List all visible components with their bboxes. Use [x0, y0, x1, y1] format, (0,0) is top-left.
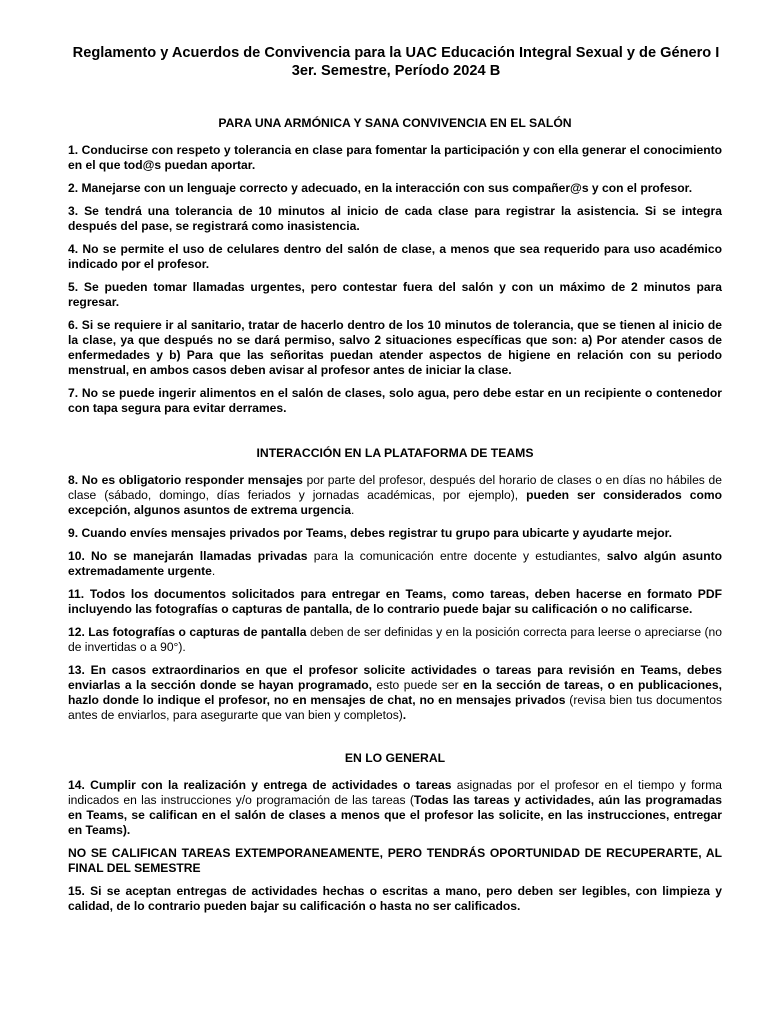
rule-paragraph — [68, 181, 722, 196]
rule-paragraph — [68, 386, 722, 416]
rule-paragraph — [68, 884, 722, 914]
bold-text: 9. Cuando envíes mensajes privados por Teams, debes registrar tu grupo para ubicarte y ayudarte mejor. — [68, 526, 672, 540]
regular-text: por parte del profesor, después del horario de clases o en días no hábiles de clase (sábado, domingo, días feriados y jornadas académicas, por ejemplo), — [68, 473, 722, 502]
section-heading: PARA UNA ARMÓNICA Y SANA CONVIVENCIA EN EL SALÓN — [218, 116, 572, 130]
bold-text: 3. Se tendrá una tolerancia de 10 minutos al inicio de cada clase para registrar la asistencia. Si se integra después del pase, se registrará como inasistencia. — [68, 204, 722, 233]
bold-text: 4. No se permite el uso de celulares dentro del salón de clase, a menos que sea requerido para uso académico indicado por el profesor. — [68, 242, 722, 271]
bold-text: 6. Si se requiere ir al sanitario, tratar de hacerlo dentro de los 10 minutos de tolerancia, que se tienen al inicio de la clase, ya que después no se dará permiso, salvo 2 situaciones específicas que son: a) Por atender casos de enfermedades y b) Para que las señoritas puedan atender aspectos de higiene en relación con su periodo menstrual, en ambos casos deben avisar al profesor antes de iniciar la clase. — [68, 318, 722, 377]
section-interaccion-en-la-plataforma-de-teams — [68, 446, 722, 723]
rule-paragraph — [68, 663, 722, 723]
rule-paragraph — [68, 143, 722, 173]
section-en-lo-general — [68, 751, 722, 914]
rule-paragraph — [68, 587, 722, 617]
section-heading: INTERACCIÓN EN LA PLATAFORMA DE TEAMS — [256, 446, 534, 460]
regular-text: asignadas por el profesor en el tiempo y forma indicados en las instrucciones y/o programación de las tareas ( — [68, 778, 722, 807]
rule-paragraph — [68, 204, 722, 234]
bold-text: 11. Todos los documentos solicitados para entregar en Teams, como tareas, deben hacerse en formato PDF incluyendo las fotografías o capturas de pantalla, de lo contrario puede bajar su calificación o no calificarse. — [68, 587, 722, 616]
bold-text: 12. Las fotografías o capturas de pantalla — [68, 625, 307, 639]
rule-paragraph — [68, 778, 722, 838]
bold-text: 8. No es obligatorio responder mensajes — [68, 473, 303, 487]
bold-text: . — [402, 708, 407, 722]
bold-text: Todas las tareas y actividades, aún las programadas en Teams, se califican en el salón de clases a menos que el profesor las solicite, en las instrucciones, entregar en Teams). — [68, 793, 722, 837]
rule-paragraph — [68, 280, 722, 310]
rule-paragraph — [68, 242, 722, 272]
document-body — [68, 116, 722, 914]
document-title — [68, 44, 722, 80]
bold-text: 14. Cumplir con la realización y entrega de actividades o tareas — [68, 778, 452, 792]
regular-text: para la comunicación entre docente y estudiantes, — [307, 549, 607, 563]
bold-text: en la sección de tareas, o en publicaciones, hazlo donde lo indique el profesor, no en mensajes de chat, no en mensajes privados — [68, 678, 722, 707]
bold-text: pueden ser considerados como excepción, algunos asuntos de extrema urgencia — [68, 488, 722, 517]
regular-text: . — [350, 503, 355, 517]
regular-text: . — [211, 564, 216, 578]
rule-paragraph — [68, 846, 722, 876]
bold-text: NO SE CALIFICAN TAREAS EXTEMPORANEAMENTE, PERO TENDRÁS OPORTUNIDAD DE RECUPERARTE, AL FINAL DEL SEMESTRE — [68, 846, 722, 875]
rule-paragraph — [68, 549, 722, 579]
bold-text: 2. Manejarse con un lenguaje correcto y adecuado, en la interacción con sus compañer@s y con el profesor. — [68, 181, 693, 195]
section-heading: EN LO GENERAL — [344, 751, 446, 765]
bold-text: 1. Conducirse con respeto y tolerancia en clase para fomentar la participación y con ella generar el conocimiento en el que tod@s puedan aportar. — [68, 143, 722, 172]
bold-text: 7. No se puede ingerir alimentos en el salón de clases, solo agua, pero debe estar en un recipiente o contenedor con tapa segura para evitar derrames. — [68, 386, 722, 415]
regular-text: (revisa bien tus documentos antes de enviarlos, para asegurarte que van bien y completos) — [68, 693, 723, 722]
rule-paragraph — [68, 625, 722, 655]
regular-text: esto puede ser — [371, 678, 464, 692]
title-line-1: Reglamento y Acuerdos de Convivencia para la UAC Educación Integral Sexual y de Género I — [72, 45, 720, 61]
bold-text: 10. No se manejarán llamadas privadas — [68, 549, 308, 563]
rule-paragraph — [68, 473, 722, 518]
regular-text: deben de ser definidas y en la posición correcta para leerse o apreciarse (no de invertidas o a 90°). — [68, 625, 722, 654]
bold-text: 15. Si se aceptan entregas de actividades hechas o escritas a mano, pero deben ser legibles, con limpieza y calidad, de lo contrario pueden bajar su calificación o hasta no ser calificados. — [68, 884, 722, 913]
bold-text: 13. En casos extraordinarios en que el profesor solicite actividades o tareas para revisión en Teams, debes enviarlas a la sección donde se hayan programado, — [68, 663, 722, 692]
rule-paragraph — [68, 526, 722, 541]
title-line-2: 3er. Semestre, Período 2024 B — [291, 63, 501, 79]
section-para-una-armonica-y-sana-convivencia-en-el-salon — [68, 116, 722, 416]
rule-paragraph — [68, 318, 722, 378]
bold-text: 5. Se pueden tomar llamadas urgentes, pero contestar fuera del salón y con un máximo de 2 minutos para regresar. — [68, 280, 722, 309]
bold-text: salvo algún asunto extremadamente urgente — [68, 549, 722, 578]
